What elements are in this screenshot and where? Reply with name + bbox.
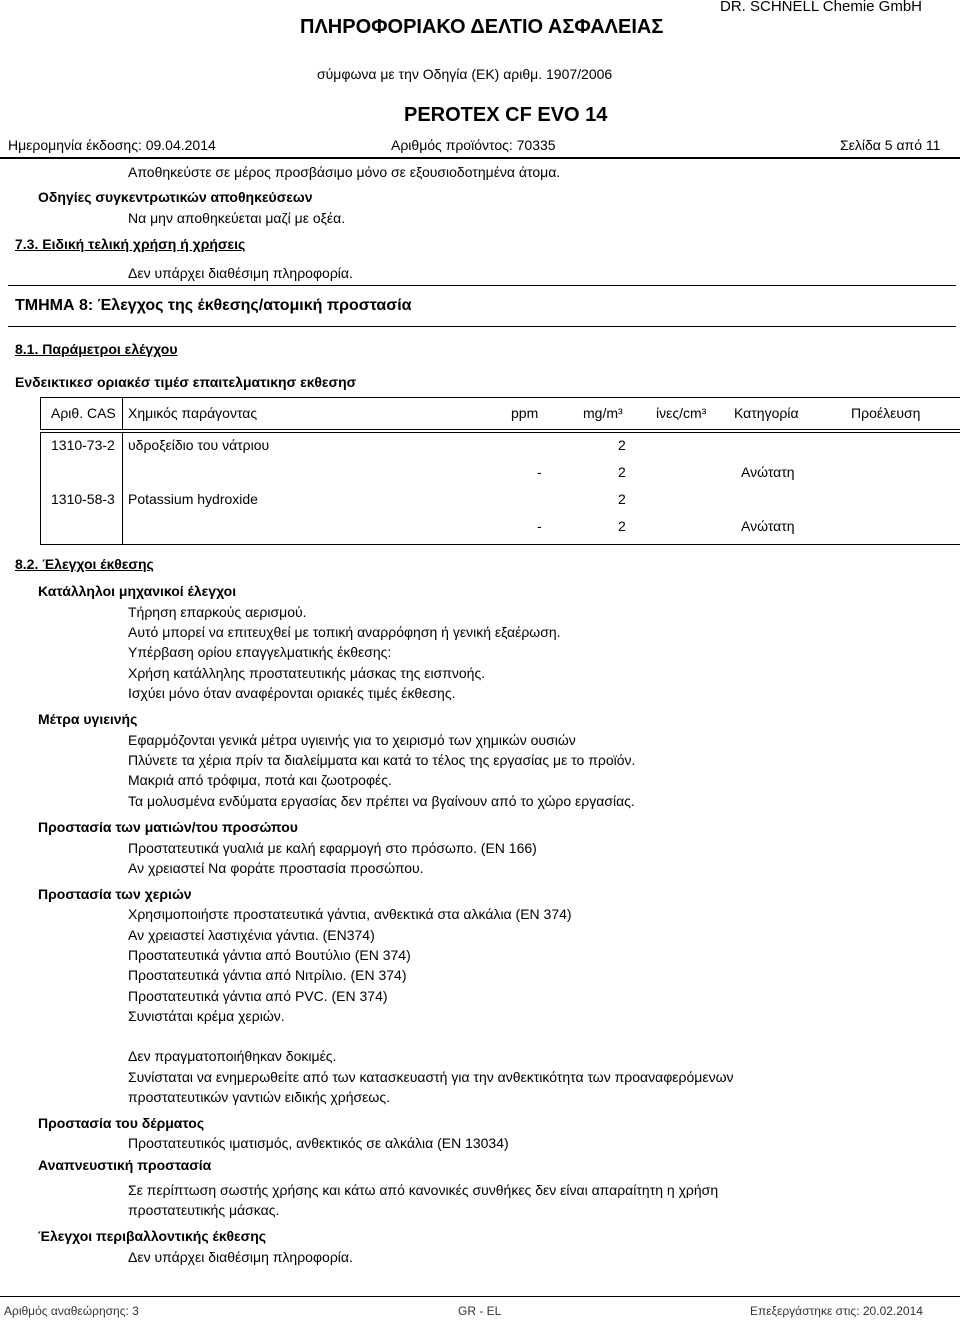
- col-fibres: ίνες/cm³: [656, 405, 707, 421]
- storage-text: Αποθηκεύστε σε μέρος προσβάσιμο μόνο σε εξουσιοδοτημένα άτομα.: [128, 164, 561, 180]
- skin-protection-heading: Προστασία του δέρματος: [38, 1115, 205, 1131]
- engineering-line: Ισχύει μόνο όταν αναφέρονται οριακές τιμές έκθεσης.: [128, 685, 456, 701]
- hygiene-heading: Μέτρα υγιεινής: [38, 711, 138, 727]
- hand-protection-note: προστατευτικών γαντιών ειδικής χρήσεως.: [128, 1089, 390, 1105]
- footer-rule: [0, 1296, 960, 1297]
- hand-protection-line: Συνιστάται κρέμα χεριών.: [128, 1008, 285, 1024]
- limits-table-header: [40, 397, 960, 430]
- col-mg: mg/m³: [583, 405, 623, 421]
- limits-table-body: [40, 432, 960, 545]
- ppm-value: -: [537, 464, 542, 480]
- section-7-3-heading: 7.3. Ειδική τελική χρήση ή χρήσεις: [15, 236, 246, 252]
- environmental-text: Δεν υπάρχει διαθέσιμη πληροφορία.: [128, 1249, 353, 1265]
- cas-number: 1310-73-2: [51, 437, 115, 453]
- col-ppm: ppm: [511, 405, 539, 421]
- hygiene-line: Τα μολυσμένα ενδύματα εργασίας δεν πρέπει να βγαίνουν από το χώρο εργασίας.: [128, 793, 635, 809]
- mg-value: 2: [618, 437, 626, 453]
- col-divider: [122, 398, 123, 429]
- eye-protection-heading: Προστασία των ματιών/του προσώπου: [38, 819, 298, 835]
- hand-protection-note: Δεν πραγματοποιήθηκαν δοκιμές.: [128, 1048, 337, 1064]
- engineering-line: Τήρηση επαρκούς αερισμού.: [128, 604, 307, 620]
- hand-protection-line: Προστατευτικά γάντια από Νιτρίλιο. (EN 374): [128, 967, 407, 983]
- hand-protection-line: Αν χρειαστεί λαστιχένια γάντια. (EN374): [128, 927, 375, 943]
- product-number: Αριθμός προϊόντος: 70335: [391, 137, 556, 153]
- section-8-1-heading: 8.1. Παράμετροι ελέγχου: [15, 341, 178, 357]
- col-cas: Αριθ. CAS: [51, 405, 116, 421]
- joint-storage-text: Να μην αποθηκεύεται μαζί με οξέα.: [128, 210, 346, 226]
- category-value: Ανώτατη: [741, 464, 795, 480]
- engineering-line: Χρήση κατάλληλης προστατευτικής μάσκας της εισπνοής.: [128, 665, 486, 681]
- hand-protection-note: Συνίσταται να ενημερωθείτε από των κατασκευαστή για την ανθεκτικότητα των προαναφερόμενων: [128, 1069, 734, 1085]
- regulation-text: σύμφωνα με την Οδηγία (ΕΚ) αριθμ. 1907/2006: [317, 66, 613, 82]
- col-agent: Χημικός παράγοντας: [128, 405, 258, 421]
- hand-protection-line: Χρησιμοποιήστε προστατευτικά γάντια, ανθεκτικά στα αλκάλια (EN 374): [128, 906, 572, 922]
- category-value: Ανώτατη: [741, 518, 795, 534]
- product-name: PEROTEX CF EVO 14: [404, 104, 608, 126]
- hand-protection-heading: Προστασία των χεριών: [38, 886, 192, 902]
- engineering-heading: Κατάλληλοι μηχανικοί έλεγχοι: [38, 583, 237, 599]
- processed-date: Επεξεργάστηκε στις: 20.02.2014: [750, 1304, 923, 1318]
- hand-protection-line: Προστατευτικά γάντια από PVC. (EN 374): [128, 988, 388, 1004]
- col-divider: [122, 433, 123, 544]
- hygiene-line: Μακριά από τρόφιμα, ποτά και ζωοτροφές.: [128, 772, 392, 788]
- section-8-2-heading: 8.2. Έλεγχοι έκθεσης: [15, 556, 154, 572]
- mg-value: 2: [618, 518, 626, 534]
- engineering-line: Υπέρβαση ορίου επαγγελματικής έκθεσης:: [128, 644, 392, 660]
- col-category: Κατηγορία: [734, 405, 799, 421]
- hygiene-line: Πλύνετε τα χέρια πρίν τα διαλείμματα και κατά το τέλος της εργασίας με το προϊόν.: [128, 752, 636, 768]
- respiratory-heading: Αναπνευστική προστασία: [38, 1157, 212, 1173]
- revision-number: Αριθμός αναθεώρησης: 3: [4, 1304, 139, 1318]
- eye-protection-line: Αν χρειαστεί Να φοράτε προστασία προσώπου.: [128, 860, 424, 876]
- company-name: DR. SCHNELL Chemie GmbH: [720, 0, 922, 15]
- document-title: ΠΛΗΡΟΦΟΡΙΑΚΟ ΔΕΛΤΙΟ ΑΣΦΑΛΕΙΑΣ: [300, 16, 664, 38]
- engineering-line: Αυτό μπορεί να επιτευχθεί με τοπική αναρρόφηση ή γενική εξαέρωση.: [128, 624, 561, 640]
- issue-date: Ημερομηνία έκδοσης: 09.04.2014: [8, 137, 216, 153]
- agent-name: Potassium hydroxide: [128, 491, 258, 507]
- respiratory-line: προστατευτικής μάσκας.: [128, 1202, 280, 1218]
- hygiene-line: Εφαρμόζονται γενικά μέτρα υγιεινής για το χειρισμό των χημικών ουσιών: [128, 732, 576, 748]
- eye-protection-line: Προστατευτικά γυαλιά με καλή εφαρμογή στο πρόσωπο. (EN 166): [128, 840, 537, 856]
- mg-value: 2: [618, 491, 626, 507]
- respiratory-line: Σε περίπτωση σωστής χρήσης και κάτω από κανονικές συνθήκες δεν είναι απαραίτητη η χρήση: [128, 1182, 719, 1198]
- joint-storage-heading: Οδηγίες συγκεντρωτικών αποθηκεύσεων: [38, 189, 313, 205]
- agent-name: υδροξείδιο του νάτριου: [128, 437, 270, 453]
- page-number: Σελίδα 5 από 11: [840, 137, 941, 153]
- limits-heading: Ενδεικτικεσ οριακέσ τιμέσ επαιτελματικησ εκθεσησ: [15, 374, 357, 390]
- header-rule: [0, 157, 960, 159]
- hand-protection-line: Προστατευτικά γάντια από Βουτύλιο (EN 374): [128, 947, 411, 963]
- environmental-heading: Έλεγχοι περιβαλλοντικής έκθεσης: [38, 1228, 267, 1244]
- language-code: GR - EL: [458, 1304, 502, 1318]
- section-8-title: ΤΜΗΜΑ 8: Έλεγχος της έκθεσης/ατομική προστασία: [15, 297, 412, 314]
- ppm-value: -: [537, 518, 542, 534]
- cas-number: 1310-58-3: [51, 491, 115, 507]
- section-7-3-text: Δεν υπάρχει διαθέσιμη πληροφορία.: [128, 265, 353, 281]
- col-origin: Προέλευση: [851, 405, 921, 421]
- skin-protection-text: Προστατευτικός ιματισμός, ανθεκτικός σε αλκάλια (EN 13034): [128, 1135, 509, 1151]
- mg-value: 2: [618, 464, 626, 480]
